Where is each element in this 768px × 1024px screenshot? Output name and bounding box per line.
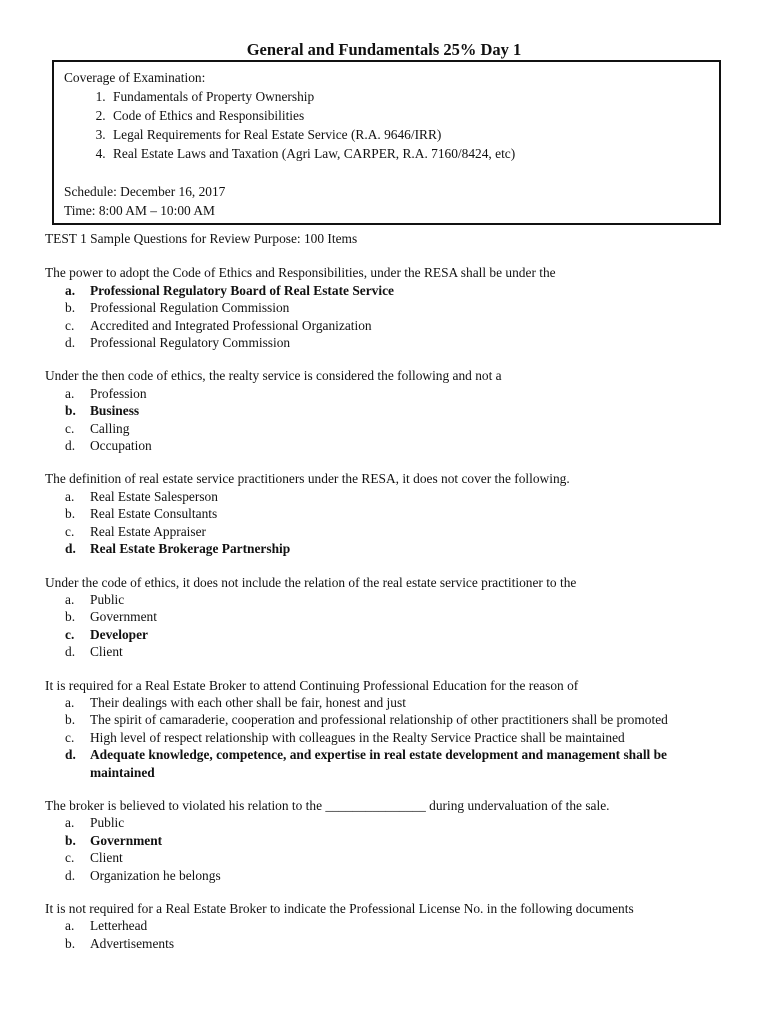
choice-letter: c. xyxy=(65,626,75,642)
choice-letter: b. xyxy=(65,506,76,522)
choice-letter: a. xyxy=(65,815,75,831)
choice-letter: b. xyxy=(65,832,76,848)
choice xyxy=(45,917,735,934)
choice-text: Professional Regulatory Commission xyxy=(90,335,291,351)
choice-letter: a. xyxy=(65,591,75,607)
choice xyxy=(45,867,735,884)
choice-letter: a. xyxy=(65,918,75,934)
choice-text: Organization he belongs xyxy=(90,867,221,883)
choice-letter: d. xyxy=(65,335,76,351)
choice xyxy=(45,317,735,334)
choice-text: High level of respect relationship with colleagues in the Realty Service Practice shall be maintained xyxy=(90,729,625,745)
document-title: General and Fundamentals 25% Day 1 xyxy=(246,40,522,59)
choice xyxy=(45,608,735,625)
choice-list xyxy=(45,282,735,352)
question-4 xyxy=(45,574,735,661)
choice-letter: b. xyxy=(65,935,76,951)
question-5 xyxy=(45,677,735,781)
choice-text: Real Estate Brokerage Partnership xyxy=(90,541,291,557)
question-stem: The broker is believed to violated his relation to the _______________ during undervaluation of the sale. xyxy=(45,797,610,813)
choice-text: Public xyxy=(90,815,125,831)
question-stem: It is not required for a Real Estate Broker to indicate the Professional License No. in the following documents xyxy=(45,901,634,916)
question-stem: The power to adopt the Code of Ethics and Responsibilities, under the RESA shall be under the xyxy=(45,265,556,281)
choice-list xyxy=(45,917,735,952)
choice-text: Real Estate Salesperson xyxy=(90,488,218,504)
choice xyxy=(45,505,735,522)
choice-text: Profession xyxy=(90,385,147,401)
choice-text: Public xyxy=(90,591,125,607)
choice-text: Their dealings with each other shall be fair, honest and just xyxy=(90,694,406,710)
choice-list xyxy=(45,814,735,884)
choice-letter: c. xyxy=(65,420,75,436)
question-stem: It is required for a Real Estate Broker to attend Continuing Professional Education for the reason of xyxy=(45,677,579,693)
coverage-item: 2. Code of Ethics and Responsibilities xyxy=(109,106,709,125)
choice-text: Government xyxy=(90,609,157,625)
question-stem: The definition of real estate service practitioners under the RESA, it does not cover the following. xyxy=(45,471,570,487)
choice-text: Government xyxy=(90,832,163,848)
choice-text: Calling xyxy=(90,420,130,436)
choice-letter: a. xyxy=(65,488,75,504)
choice-text: Accredited and Integrated Professional Organization xyxy=(90,317,372,333)
choice-answer xyxy=(45,282,735,299)
choice xyxy=(45,711,735,728)
question-stem: Under the code of ethics, it does not include the relation of the real estate service practitioner to the xyxy=(45,574,577,590)
choice-letter: d. xyxy=(65,644,76,660)
coverage-item: 4. Real Estate Laws and Taxation (Agri Law, CARPER, R.A. 7160/8424, etc) xyxy=(109,144,709,163)
test-heading: TEST 1 Sample Questions for Review Purpose: 100 Items xyxy=(45,231,358,246)
question-stem: Under the then code of ethics, the realty service is considered the following and not a xyxy=(45,368,502,384)
choice-letter: a. xyxy=(65,694,75,710)
exam-time: Time: 8:00 AM – 10:00 AM xyxy=(64,203,215,218)
choice-text: Professional Regulatory Board of Real Estate Service xyxy=(90,282,394,298)
choice xyxy=(45,420,735,437)
choice xyxy=(45,488,735,505)
choice-text: Occupation xyxy=(90,438,152,454)
choice-letter: d. xyxy=(65,438,76,454)
coverage-item: 3. Legal Requirements for Real Estate Service (R.A. 9646/IRR) xyxy=(109,125,709,144)
choice-letter: c. xyxy=(65,317,75,333)
question-3 xyxy=(45,470,735,557)
choice-list xyxy=(45,385,735,455)
choice-text: Client xyxy=(90,644,123,660)
choice-text: Letterhead xyxy=(90,918,148,934)
choice-text: Advertisements xyxy=(90,935,175,951)
choice xyxy=(45,694,735,711)
choice-letter: b. xyxy=(65,300,76,316)
coverage-list xyxy=(64,87,709,163)
question-section xyxy=(45,230,735,968)
choice-letter: d. xyxy=(65,867,76,883)
exam-schedule: Schedule: December 16, 2017 xyxy=(64,184,226,199)
choice xyxy=(45,299,735,316)
choice-letter: b. xyxy=(65,712,76,728)
choice-list xyxy=(45,591,735,661)
choice xyxy=(45,591,735,608)
choice-text: Client xyxy=(90,850,123,866)
choice-text: Adequate knowledge, competence, and expertise in real estate development and management shall be maintained xyxy=(90,747,667,780)
choice-answer xyxy=(45,832,735,849)
choice-answer xyxy=(45,540,735,557)
choice xyxy=(45,643,735,660)
coverage-spacer xyxy=(64,163,709,182)
choice-letter: a. xyxy=(65,385,75,401)
choice-letter: d. xyxy=(65,747,76,763)
coverage-box xyxy=(52,60,721,225)
choice-text: Professional Regulation Commission xyxy=(90,300,290,316)
choice-text: The spirit of camaraderie, cooperation and professional relationship of other practitioners shall be promoted xyxy=(90,712,668,728)
choice-answer xyxy=(45,746,735,781)
choice-list xyxy=(45,488,735,558)
choice-text: Business xyxy=(90,403,140,419)
choice xyxy=(45,523,735,540)
question-2 xyxy=(45,367,735,454)
question-7 xyxy=(45,900,735,952)
choice xyxy=(45,814,735,831)
choice-letter: d. xyxy=(65,541,76,557)
choice xyxy=(45,729,735,746)
choice xyxy=(45,849,735,866)
coverage-item: 1. Fundamentals of Property Ownership xyxy=(109,87,709,106)
choice-text: Real Estate Appraiser xyxy=(90,523,207,539)
choice xyxy=(45,935,735,952)
choice-answer xyxy=(45,626,735,643)
choice xyxy=(45,334,735,351)
choice-text: Real Estate Consultants xyxy=(90,506,218,522)
coverage-heading: Coverage of Examination: xyxy=(64,70,206,85)
choice-list xyxy=(45,694,735,781)
choice-letter: a. xyxy=(65,282,76,298)
choice xyxy=(45,385,735,402)
choice-text: Developer xyxy=(90,626,149,642)
choice-letter: b. xyxy=(65,403,76,419)
choice xyxy=(45,437,735,454)
choice-letter: c. xyxy=(65,850,75,866)
choice-letter: c. xyxy=(65,523,75,539)
question-6 xyxy=(45,797,735,884)
question-1 xyxy=(45,264,735,351)
choice-letter: b. xyxy=(65,609,76,625)
choice-answer xyxy=(45,402,735,419)
choice-letter: c. xyxy=(65,729,75,745)
